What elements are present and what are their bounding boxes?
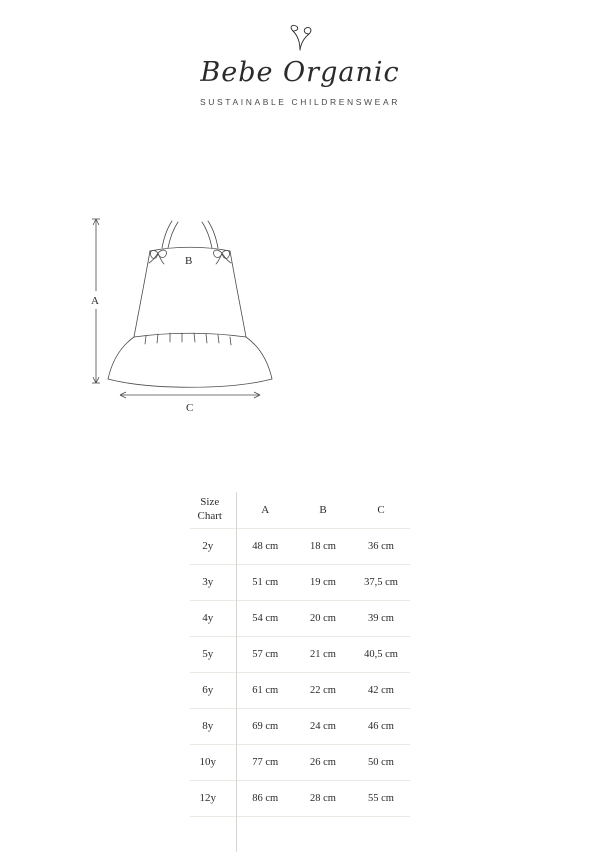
size-chart [190, 492, 410, 852]
column-header-c: C [377, 503, 385, 516]
column-header-b: B [319, 503, 327, 516]
table-row [190, 744, 410, 780]
row-value-a: 48 cm [236, 528, 294, 564]
dimension-label-a: A [91, 295, 99, 307]
table-row [190, 528, 410, 564]
row-value-a: 54 cm [236, 600, 294, 636]
dimension-label-b: B [185, 255, 193, 267]
table-header-row [190, 492, 410, 528]
row-value-b: 20 cm [294, 600, 352, 636]
row-size-label: 6y [190, 672, 236, 708]
row-value-b: 21 cm [294, 636, 352, 672]
dimension-label-c: C [186, 402, 194, 414]
row-value-c: 42 cm [352, 672, 410, 708]
size-chart-title [190, 492, 236, 528]
size-chart-title-line1: Size [200, 496, 220, 508]
table-bottom-rule-b [294, 816, 352, 852]
row-size-label: 2y [190, 528, 236, 564]
row-value-b: 26 cm [294, 744, 352, 780]
row-size-label: 5y [190, 636, 236, 672]
row-size-label: 12y [190, 780, 236, 816]
table-bottom-rule-c [352, 816, 410, 852]
row-size-label: 3y [190, 564, 236, 600]
column-header-a: A [261, 503, 270, 516]
row-value-c: 40,5 cm [352, 636, 410, 672]
row-value-a: 69 cm [236, 708, 294, 744]
dress-technical-drawing [90, 215, 510, 425]
table-row [190, 636, 410, 672]
row-value-c: 39 cm [352, 600, 410, 636]
row-value-c: 55 cm [352, 780, 410, 816]
row-value-a: 77 cm [236, 744, 294, 780]
table-row [190, 672, 410, 708]
row-value-a: 61 cm [236, 672, 294, 708]
table-row [190, 600, 410, 636]
row-value-c: 36 cm [352, 528, 410, 564]
row-value-a: 86 cm [236, 780, 294, 816]
dress-illustration [0, 215, 600, 435]
row-size-label: 8y [190, 708, 236, 744]
row-value-b: 19 cm [294, 564, 352, 600]
size-chart-title-line2: Chart [197, 509, 222, 522]
row-value-b: 22 cm [294, 672, 352, 708]
row-value-c: 37,5 cm [352, 564, 410, 600]
table-bottom-rule-label [190, 816, 236, 852]
row-value-a: 51 cm [236, 564, 294, 600]
row-value-c: 50 cm [352, 744, 410, 780]
table-bottom-rule-a [236, 816, 294, 852]
row-size-label: 10y [190, 744, 236, 780]
row-value-b: 28 cm [294, 780, 352, 816]
row-value-c: 46 cm [352, 708, 410, 744]
row-value-b: 24 cm [294, 708, 352, 744]
brand-tagline: SUSTAINABLE CHILDRENSWEAR [200, 96, 400, 107]
leaf-sprig-icon [283, 22, 317, 52]
row-size-label: 4y [190, 600, 236, 636]
table-row [190, 780, 410, 816]
brand-name: Bebe Organic [200, 57, 400, 88]
table-row [190, 564, 410, 600]
table-row [190, 708, 410, 744]
size-chart-table [190, 492, 410, 852]
row-value-a: 57 cm [236, 636, 294, 672]
row-value-b: 18 cm [294, 528, 352, 564]
table-bottom-rule [190, 816, 410, 852]
brand-header [0, 22, 600, 107]
